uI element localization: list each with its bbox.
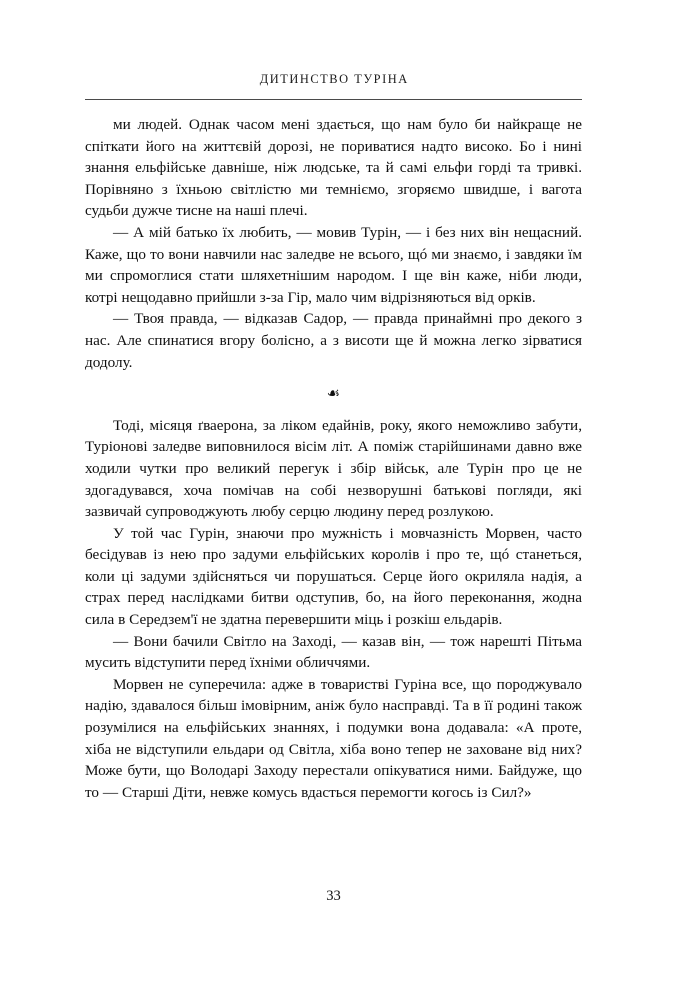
page-number: 33 — [326, 888, 341, 904]
paragraph: — Твоя правда, — відказав Садор, — правда принаймні про декого з нас. Але спинатися вгору болісно, а з висоти ще й можна легко зірватися додолу. — [85, 310, 582, 371]
fleuron-ornament-icon: ☙ — [326, 384, 341, 403]
paragraph: У той час Гурін, знаючи про мужність і мовчазність Морвен, часто бесідував із нею про задуми ельфійських королів і про те, щó станеться, коли ці задуми здійсняться чи порушаться. Серце його окриляла надія, а страх перед наслідками битви одступив, бо, на його переконання, жодна сила в Середзем'ї не здатна перевершити міць і розкіш ельдарів. — [85, 524, 582, 629]
paragraph: — А мій батько їх любить, — мовив Турін, — і без них він нещасний. Каже, що то вони навчили нас заледве не всього, щó ми знаємо, і завдяки їм ми спромоглися стати шляхетнішим народом. І ще він каже, ніби люди, котрі нещодавно прийшли з-за Гір, мало чим відрізняються від орків. — [85, 223, 582, 306]
body-text-block — [85, 114, 582, 803]
section-ornament — [85, 373, 582, 415]
paragraph: ми людей. Однак часом мені здається, що нам було би найкраще не спіткати його на життєвій дорозі, не пориватися надто високо. Бо і нині знання ельфійське давніше, ніж людське, та й самі ельфи горді та тривкі. Порівняно з їхньою світлістю ми темніємо, згоряємо швидше, і вагота судьби дужче тисне на наші плечі. — [85, 116, 582, 220]
header-rule — [85, 99, 582, 100]
running-head: ДИТИНСТВО ТУРІНА — [259, 72, 409, 86]
paragraph: Морвен не суперечила: адже в товаристві Гуріна все, що породжувало надію, здавалося більш імовірним, аніж було насправді. Та в її родині також розумілися на ельфійських знаннях, і подумки вона додавала: «А проте, хіба не відступили ельдари од Світла, хіба воно тепер не заховане від них? Може бути, що Володарі Заходу перестали опікуватися ними. Байдуже, що то — Старші Діти, невже комусь вдасться перемогти когось із Сил?» — [85, 675, 582, 801]
paragraph: Тоді, місяця ґваерона, за ліком едайнів, року, якого неможливо забути, Туріонові заледве виповнилося вісім літ. А поміж старійшинами давно вже ходили чутки про великий перегук і збір військ, але Турін про це не здогадувався, хоча помічав на собі незворушні батькові погляди, які зазвичай супроводжують любу серцю людину перед розлукою. — [85, 416, 582, 521]
paragraph: — Вони бачили Світло на Заході, — казав він, — тож нарешті Пітьма мусить відступити перед їхніми обличчями. — [85, 632, 582, 672]
